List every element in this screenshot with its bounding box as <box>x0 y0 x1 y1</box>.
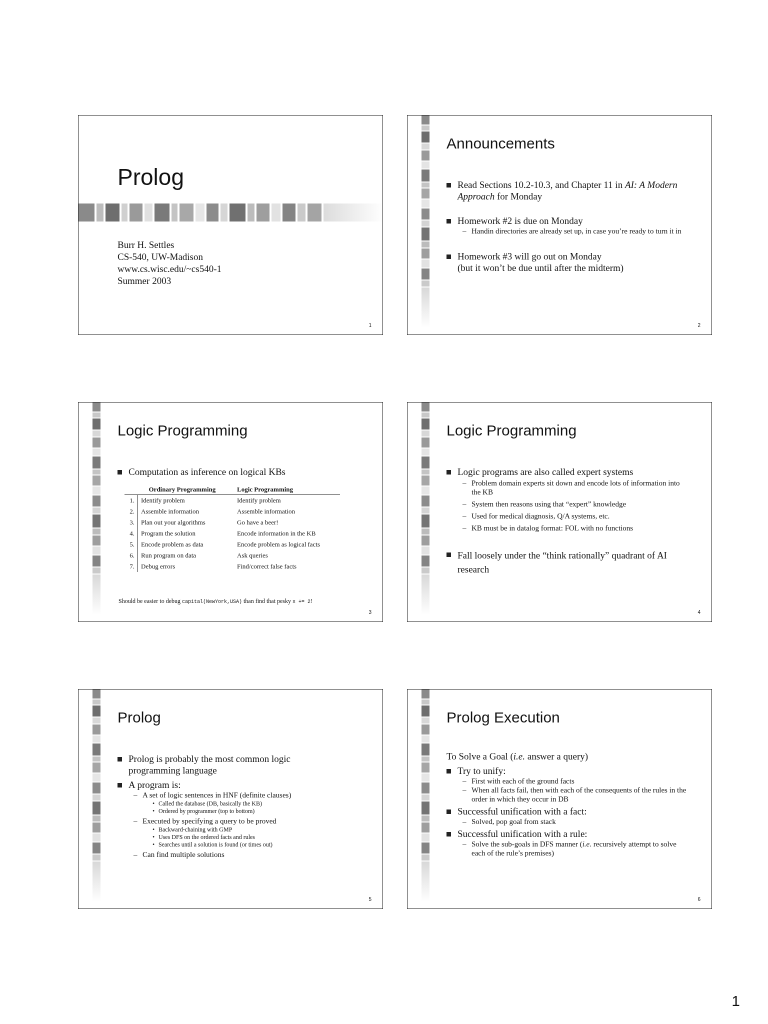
slide-5 <box>78 689 383 909</box>
table-row: 3. Plan out your algorithms Go have a beer! <box>125 517 341 528</box>
sub-bullet: – First with each of the ground facts <box>463 777 687 786</box>
bullet-item: Successful unification with a rule: – Solve the sub-goals in DFS manner (i.e. recursively attempt to solve each of the rule’s premises) <box>447 829 687 859</box>
slide-title: Logic Programming <box>446 422 577 439</box>
slide-4 <box>407 402 712 622</box>
slide-title: Announcements <box>446 135 555 152</box>
bullet-item: Fall loosely under the “think rationally” quadrant of AI research <box>447 549 678 577</box>
bullet-list <box>447 467 682 578</box>
slide-intro: To Solve a Goal (i.e. answer a query) <box>446 751 589 762</box>
table-row: 7. Debug errors Find/correct false facts <box>125 561 341 572</box>
sub-bullet: – System then reasons using that “expert” knowledge <box>463 500 682 509</box>
bullet-item: Homework #3 will go out on Monday (but it won’t be due until after the midterm) <box>447 251 687 274</box>
sub-bullet: – A set of logic sentences in HNF (definite clauses) • Called the database (DB, basically the KB) • Ordered by programmer (top to bottom) <box>134 791 348 815</box>
sub-bullet: – When all facts fail, then with each of the consequents of the rules in the order in which they occur in DB <box>463 786 687 804</box>
sub-bullet: – Executed by specifying a query to be proved • Backward-chaining with GMP • Uses DFS on the ordered facts and rules • Searches until a solution is found (or times out) <box>134 817 348 849</box>
author-line: Summer 2003 <box>117 276 172 287</box>
sub-bullet: – Solve the sub-goals in DFS manner (i.e. recursively attempt to solve each of the rule’s premises) <box>463 840 687 858</box>
sub-bullet: – KB must be in datalog format: FOL with no functions <box>463 524 682 533</box>
bullet-item: A program is: – A set of logic sentences in HNF (definite clauses) • Called the database (DB, basically the KB) • Ordered by programmer (top to bottom) – Executed by specifying a query to be proved • Backward-chaining with GMP • Uses DFS on the ordered facts and rules • Searches until a solution is found (or times out) – Can find multiple solutions <box>118 780 348 860</box>
slide-title: Prolog <box>117 164 184 190</box>
decorative-stripe <box>93 403 101 622</box>
bullet-list <box>118 467 358 479</box>
bullet-item: Computation as inference on logical KBs <box>118 467 358 479</box>
table-row: 6. Run program on data Ask queries <box>125 550 341 561</box>
slide-title: Prolog Execution <box>446 709 560 726</box>
author-block <box>118 240 222 288</box>
slide-2 <box>407 115 712 335</box>
comparison-table-wrap <box>125 485 341 573</box>
bullet-item: Logic programs are also called expert systems – Problem domain experts sit down and encode lots of information into the KB – System then reasons using that “expert” knowledge – Used for medical diagnosis, Q/A systems, etc. – KB must be in datalog format: FOL with no functions <box>447 467 682 534</box>
sub-bullet: – Used for medical diagnosis, Q/A systems, etc. <box>463 512 682 521</box>
bullet-item: Try to unify: – First with each of the ground facts – When all facts fail, then with each of the consequents of the rules in the order in which they occur in DB <box>447 766 687 805</box>
sub-bullet: – Solved, pop goal from stack <box>463 818 687 827</box>
slide-number: 4 <box>697 610 701 616</box>
sub-sub-bullet: • Searches until a solution is found (or times out) <box>153 841 348 849</box>
page-number: 1 <box>731 993 740 1010</box>
bullet-item: Read Sections 10.2-10.3, and Chapter 11 in AI: A Modern Approach for Monday <box>447 180 687 203</box>
table-row: 4. Program the solution Encode information in the KB <box>125 528 341 539</box>
sub-sub-bullet: • Called the database (DB, basically the KB) <box>153 800 348 808</box>
bullet-list <box>118 754 348 860</box>
bullet-item: Prolog is probably the most common logic programming language <box>118 754 329 777</box>
bullet-list <box>447 766 687 859</box>
slide-number: 1 <box>368 323 372 329</box>
table-row: 2. Assemble information Assemble information <box>125 506 341 517</box>
column-header: Ordinary Programming <box>138 485 234 495</box>
column-header: Logic Programming <box>234 485 340 495</box>
author-line: Burr H. Settles <box>117 240 175 251</box>
sub-sub-bullet: • Uses DFS on the ordered facts and rules <box>153 834 348 842</box>
slide-note: Should be easier to debug capital(NewYork,USA) than find that pesky x += 2! <box>118 597 313 605</box>
slide-3 <box>78 402 383 622</box>
slide-number: 6 <box>697 897 701 903</box>
sub-sub-bullet: • Ordered by programmer (top to bottom) <box>153 808 348 816</box>
slide-6 <box>407 689 712 909</box>
decorative-band <box>79 204 384 222</box>
sub-bullet: – Handin directories are already set up, in case you’re ready to turn it in <box>463 227 682 236</box>
bullet-item: Successful unification with a fact: – Solved, pop goal from stack <box>447 806 687 827</box>
decorative-stripe <box>93 690 101 909</box>
slide-number: 5 <box>368 897 372 903</box>
sub-bullet: – Problem domain experts sit down and encode lots of information into the KB <box>463 479 682 497</box>
bullet-list <box>447 180 687 275</box>
decorative-stripe <box>422 690 430 909</box>
slide-title: Logic Programming <box>117 422 248 439</box>
decorative-stripe <box>422 403 430 622</box>
slide-number: 3 <box>368 610 372 616</box>
sub-sub-bullet: • Backward-chaining with GMP <box>153 826 348 834</box>
bullet-item: Homework #2 is due on Monday – Handin directories are already set up, in case you’re ready to turn it in <box>447 216 687 237</box>
slide-title: Prolog <box>117 709 161 726</box>
table-row: 5. Encode problem as data Encode problem as logical facts <box>125 539 341 550</box>
author-line: CS-540, UW-Madison <box>117 252 203 263</box>
slide-number: 2 <box>697 323 701 329</box>
sub-bullet: – Can find multiple solutions <box>134 851 348 860</box>
author-line: www.cs.wisc.edu/~cs540-1 <box>117 264 222 275</box>
comparison-table <box>125 485 341 573</box>
slide-1 <box>78 115 383 335</box>
table-row: 1. Identify problem Identify problem <box>125 495 341 506</box>
decorative-stripe <box>422 116 430 335</box>
